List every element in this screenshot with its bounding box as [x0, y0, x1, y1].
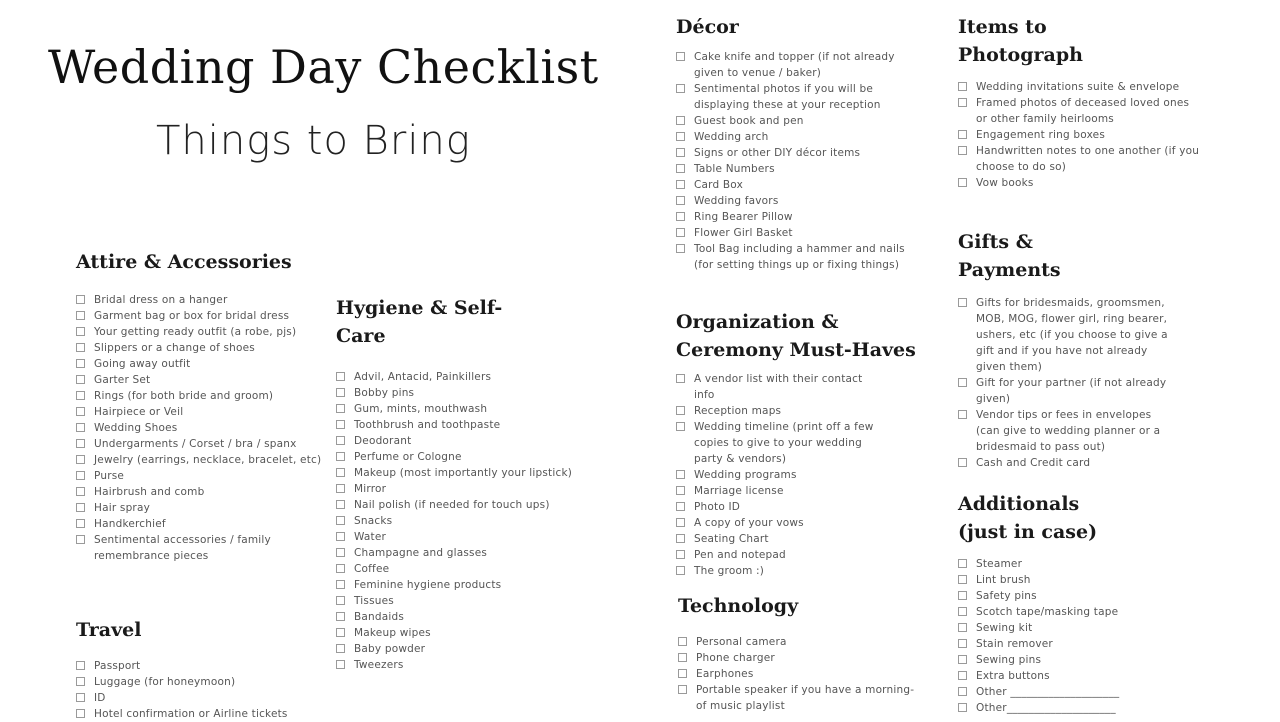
checklist-item[interactable] [336, 577, 586, 593]
checkbox[interactable] [76, 295, 85, 304]
checklist-item-label: Cake knife and topper (if not already given to venue / baker) [694, 51, 895, 79]
checklist-item[interactable] [676, 225, 936, 241]
section-additionals [958, 490, 1258, 716]
checkbox[interactable] [958, 130, 967, 139]
checkbox[interactable] [958, 671, 967, 680]
checklist-item-label: Garter Set [94, 374, 151, 386]
checklist-item[interactable] [676, 129, 936, 145]
checkbox[interactable] [336, 628, 345, 637]
checkbox[interactable] [76, 503, 85, 512]
checkbox[interactable] [76, 677, 85, 686]
checklist-item-label: Advil, Antacid, Painkillers [354, 371, 492, 383]
checklist-item[interactable] [336, 433, 586, 449]
checklist-item[interactable] [76, 532, 336, 564]
checklist [336, 369, 586, 673]
checklist-item-label: Card Box [694, 179, 744, 191]
checklist-item-label: Pen and notepad [694, 549, 786, 561]
checklist-item-label: Feminine hygiene products [354, 579, 502, 591]
checkbox[interactable] [958, 559, 967, 568]
checkbox[interactable] [76, 343, 85, 352]
checklist-item-label: Mirror [354, 483, 387, 495]
checkbox[interactable] [76, 439, 85, 448]
checklist-item-label: Purse [94, 470, 125, 482]
checkbox[interactable] [336, 420, 345, 429]
checkbox[interactable] [336, 516, 345, 525]
section-heading: Attire & Accessories [76, 251, 292, 273]
checklist-item-label: Wedding Shoes [94, 422, 178, 434]
checklist-item[interactable] [676, 49, 936, 81]
checkbox[interactable] [958, 298, 967, 307]
checklist-item-label: Sewing kit [976, 622, 1033, 634]
checklist-item[interactable] [676, 499, 946, 515]
checklist-item[interactable] [336, 481, 586, 497]
checklist-item-label: Vow books [976, 177, 1034, 189]
checklist-item[interactable] [958, 572, 1258, 588]
checklist-item-label: Safety pins [976, 590, 1037, 602]
checkbox[interactable] [958, 98, 967, 107]
checkbox[interactable] [678, 637, 687, 646]
checkbox[interactable] [958, 687, 967, 696]
page-title: Wedding Day Checklist [48, 40, 599, 94]
checklist-item-label: Marriage license [694, 485, 784, 497]
checklist-item[interactable] [76, 372, 336, 388]
checkbox[interactable] [336, 388, 345, 397]
checklist-item[interactable] [336, 449, 586, 465]
checklist-item-label: Cash and Credit card [976, 457, 1091, 469]
checkbox[interactable] [676, 534, 685, 543]
checkbox[interactable] [678, 669, 687, 678]
checklist-item[interactable] [958, 620, 1258, 636]
checklist-item-label: Bridal dress on a hanger [94, 294, 228, 306]
checklist-item[interactable] [336, 513, 586, 529]
checkbox[interactable] [676, 486, 685, 495]
checklist-item[interactable] [958, 588, 1258, 604]
checklist-item[interactable] [76, 388, 336, 404]
checkbox[interactable] [676, 566, 685, 575]
checklist-item-label: Lint brush [976, 574, 1031, 586]
checkbox[interactable] [676, 116, 685, 125]
checklist-item-label: Snacks [354, 515, 393, 527]
checklist-item-label: Vendor tips or fees in envelopes (can give to wedding planner or a bridesmaid to pass out) [976, 409, 1161, 453]
checklist-item[interactable] [336, 417, 586, 433]
checklist-item[interactable] [676, 467, 946, 483]
checkbox[interactable] [958, 655, 967, 664]
checklist-item-label: Nail polish (if needed for touch ups) [354, 499, 550, 511]
checklist-item[interactable] [76, 674, 336, 690]
checklist-item-label: Photo ID [694, 501, 741, 513]
checklist-item[interactable] [958, 295, 1258, 375]
checklist-item-label: Bobby pins [354, 387, 415, 399]
checklist-item-label: Water [354, 531, 387, 543]
checklist-item-label: Tweezers [354, 659, 404, 671]
checklist-item-label: Undergarments / Corset / bra / spanx [94, 438, 297, 450]
section-heading: Gifts & Payments [958, 231, 1061, 281]
checklist-item[interactable] [958, 175, 1258, 191]
checklist [678, 634, 938, 714]
checklist-item[interactable] [336, 529, 586, 545]
checklist-item-label: Portable speaker if you have a morning- of music playlist [696, 684, 915, 712]
checkbox[interactable] [76, 407, 85, 416]
section-gifts [958, 228, 1258, 471]
checklist-item-label: Other ____________________ [976, 686, 1120, 698]
checkbox[interactable] [676, 422, 685, 431]
checklist-item[interactable] [76, 690, 336, 706]
checkbox[interactable] [676, 84, 685, 93]
checklist-item[interactable] [676, 515, 946, 531]
checkbox[interactable] [76, 471, 85, 480]
checkbox[interactable] [76, 311, 85, 320]
checklist-item[interactable] [76, 436, 336, 452]
checklist-item[interactable] [676, 241, 936, 273]
checkbox[interactable] [958, 607, 967, 616]
checkbox[interactable] [76, 709, 85, 718]
checkbox[interactable] [678, 653, 687, 662]
checklist-item[interactable] [958, 127, 1258, 143]
checklist-item-label: Champagne and glasses [354, 547, 488, 559]
checklist-item-label: Wedding invitations suite & envelope [976, 81, 1180, 93]
checklist-item-label: Rings (for both bride and groom) [94, 390, 274, 402]
checklist-item-label: Sewing pins [976, 654, 1042, 666]
checklist-item[interactable] [76, 500, 336, 516]
checkbox[interactable] [676, 196, 685, 205]
checklist-item[interactable] [336, 369, 586, 385]
checklist [76, 292, 336, 564]
checklist-item-label: Tissues [354, 595, 394, 607]
section-heading: Travel [76, 619, 142, 641]
checkbox[interactable] [958, 82, 967, 91]
section-heading: Items to Photograph [958, 16, 1083, 66]
checklist-item-label: Guest book and pen [694, 115, 804, 127]
checkbox[interactable] [958, 146, 967, 155]
section-heading: Technology [678, 595, 799, 617]
checklist-item-label: Jewelry (earrings, necklace, bracelet, etc) [94, 454, 322, 466]
checklist-item[interactable] [76, 468, 336, 484]
checklist-item-label: Gifts for bridesmaids, groomsmen, MOB, MOG, flower girl, ring bearer, ushers, etc (if you choose to give a gift and if you have not already given them) [976, 297, 1168, 373]
checklist-item[interactable] [678, 666, 938, 682]
checklist-item-label: Framed photos of deceased loved ones or other family heirlooms [976, 97, 1190, 125]
checklist-item-label: Flower Girl Basket [694, 227, 793, 239]
checklist-item-label: Passport [94, 660, 141, 672]
checklist-item[interactable] [676, 113, 936, 129]
checklist-item-label: Makeup (most importantly your lipstick) [354, 467, 573, 479]
checklist-item[interactable] [958, 556, 1258, 572]
checkbox[interactable] [336, 596, 345, 605]
checklist-item[interactable] [676, 483, 946, 499]
checkbox[interactable] [958, 575, 967, 584]
checklist-item[interactable] [676, 563, 946, 579]
checklist-item-label: ID [94, 692, 106, 704]
checklist-item-label: Handkerchief [94, 518, 166, 530]
checklist-item[interactable] [958, 375, 1258, 407]
checkbox[interactable] [336, 612, 345, 621]
checkbox[interactable] [76, 661, 85, 670]
checklist-item-label: Bandaids [354, 611, 405, 623]
checklist-item[interactable] [336, 657, 586, 673]
checklist-item[interactable] [676, 161, 936, 177]
section-technology [678, 592, 938, 714]
checklist-item[interactable] [676, 531, 946, 547]
checklist-item-label: Table Numbers [694, 163, 775, 175]
checkbox[interactable] [336, 468, 345, 477]
checklist-item-label: Personal camera [696, 636, 787, 648]
checkbox[interactable] [336, 564, 345, 573]
checklist-item[interactable] [678, 634, 938, 650]
checklist-item[interactable] [336, 465, 586, 481]
checklist-item[interactable] [336, 593, 586, 609]
checklist-item-label: Sentimental accessories / family remembrance pieces [94, 534, 271, 562]
checklist-item-label: Phone charger [696, 652, 775, 664]
checklist [958, 79, 1258, 191]
checklist-item-label: Scotch tape/masking tape [976, 606, 1119, 618]
checklist-item-label: Wedding timeline (print off a few copies to give to your wedding party & vendors) [694, 421, 874, 465]
checklist-item[interactable] [676, 403, 946, 419]
checkbox[interactable] [76, 519, 85, 528]
checklist-item-label: Perfume or Cologne [354, 451, 462, 463]
checkbox[interactable] [336, 436, 345, 445]
checklist-item[interactable] [76, 308, 336, 324]
checklist-item-label: Wedding programs [694, 469, 797, 481]
checklist-item-label: Hair spray [94, 502, 151, 514]
checklist-item-label: Baby powder [354, 643, 426, 655]
checkbox[interactable] [958, 378, 967, 387]
checklist-item-label: Slippers or a change of shoes [94, 342, 255, 354]
checklist-item[interactable] [958, 407, 1258, 455]
checklist-item[interactable] [958, 604, 1258, 620]
checklist-item[interactable] [958, 700, 1258, 716]
checklist-item-label: Seating Chart [694, 533, 769, 545]
checklist-item[interactable] [676, 193, 936, 209]
checkbox[interactable] [676, 244, 685, 253]
section-heading: Hygiene & Self- Care [336, 297, 503, 347]
checklist-item[interactable] [676, 547, 946, 563]
checklist-item[interactable] [76, 356, 336, 372]
checklist-item[interactable] [676, 145, 936, 161]
checkbox[interactable] [76, 693, 85, 702]
checklist-item-label: A copy of your vows [694, 517, 804, 529]
checklist-item[interactable] [76, 404, 336, 420]
checkbox[interactable] [958, 458, 967, 467]
checklist-item-label: A vendor list with their contact info [694, 373, 863, 401]
checklist [958, 556, 1258, 716]
checklist-item-label: Signs or other DIY décor items [694, 147, 861, 159]
checklist-item-label: Earphones [696, 668, 754, 680]
checklist [76, 658, 336, 722]
section-travel [76, 616, 336, 722]
checkbox[interactable] [336, 404, 345, 413]
checklist-item[interactable] [76, 324, 336, 340]
checklist-item[interactable] [76, 516, 336, 532]
checklist-item[interactable] [958, 668, 1258, 684]
checklist-item-label: Makeup wipes [354, 627, 431, 639]
checkbox[interactable] [676, 550, 685, 559]
checklist-item-label: Reception maps [694, 405, 782, 417]
checklist [958, 295, 1258, 471]
checklist-item[interactable] [76, 484, 336, 500]
checkbox[interactable] [336, 484, 345, 493]
checklist-item[interactable] [76, 420, 336, 436]
checklist-item-label: Extra buttons [976, 670, 1050, 682]
checklist-item-label: Sentimental photos if you will be displaying these at your reception [694, 83, 881, 111]
checkbox[interactable] [676, 212, 685, 221]
checklist-item-label: Hairbrush and comb [94, 486, 205, 498]
checkbox[interactable] [958, 178, 967, 187]
checkbox[interactable] [76, 391, 85, 400]
checkbox[interactable] [336, 580, 345, 589]
checklist [676, 371, 946, 579]
checkbox[interactable] [336, 500, 345, 509]
checklist-item-label: Hotel confirmation or Airline tickets [94, 708, 288, 720]
checkbox[interactable] [676, 52, 685, 61]
checklist-item-label: Ring Bearer Pillow [694, 211, 793, 223]
checkbox[interactable] [676, 132, 685, 141]
checklist-item-label: Gum, mints, mouthwash [354, 403, 488, 415]
checklist-item-label: Stain remover [976, 638, 1053, 650]
checklist-item-label: Tool Bag including a hammer and nails (for setting things up or fixing things) [694, 243, 905, 271]
checkbox[interactable] [676, 374, 685, 383]
checkbox[interactable] [336, 532, 345, 541]
checklist-item[interactable] [76, 658, 336, 674]
checkbox[interactable] [676, 228, 685, 237]
checklist-item-label: Wedding arch [694, 131, 769, 143]
checkbox[interactable] [958, 623, 967, 632]
checklist-item[interactable] [676, 371, 946, 403]
checklist-item-label: Other____________________ [976, 702, 1116, 714]
checklist-item[interactable] [76, 340, 336, 356]
checklist-item[interactable] [76, 452, 336, 468]
section-photograph [958, 13, 1258, 191]
checklist [676, 49, 936, 273]
checklist-item[interactable] [336, 641, 586, 657]
checkbox[interactable] [676, 148, 685, 157]
checklist-item-label: Steamer [976, 558, 1023, 570]
checklist-item[interactable] [678, 650, 938, 666]
checklist-item-label: Gift for your partner (if not already given) [976, 377, 1167, 405]
checkbox[interactable] [676, 470, 685, 479]
section-heading: Décor [676, 16, 739, 38]
section-hygiene [336, 294, 586, 673]
checklist-item[interactable] [676, 177, 936, 193]
checklist-item[interactable] [336, 385, 586, 401]
checklist-item-label: Coffee [354, 563, 390, 575]
checkbox[interactable] [958, 639, 967, 648]
checklist-item[interactable] [958, 652, 1258, 668]
section-decor [676, 13, 936, 273]
page-subtitle: Things to Bring [156, 118, 471, 164]
checklist-item[interactable] [958, 455, 1258, 471]
checklist-item[interactable] [678, 682, 938, 714]
checkbox[interactable] [76, 535, 85, 544]
section-organization [676, 308, 946, 579]
checklist-item[interactable] [958, 143, 1258, 175]
checklist-item-label: Engagement ring boxes [976, 129, 1105, 141]
section-heading: Additionals (just in case) [958, 493, 1098, 543]
checkbox[interactable] [336, 548, 345, 557]
checklist-item[interactable] [676, 81, 936, 113]
checklist-item[interactable] [336, 561, 586, 577]
checkbox[interactable] [958, 703, 967, 712]
section-attire [76, 248, 336, 564]
checklist-item[interactable] [958, 79, 1258, 95]
checkbox[interactable] [958, 591, 967, 600]
checkbox[interactable] [76, 359, 85, 368]
checkbox[interactable] [676, 164, 685, 173]
checkbox[interactable] [676, 406, 685, 415]
checkbox[interactable] [676, 518, 685, 527]
checklist-item-label: Your getting ready outfit (a robe, pjs) [94, 326, 297, 338]
checkbox[interactable] [336, 644, 345, 653]
checklist-item-label: Handwritten notes to one another (if you choose to do so) [976, 145, 1200, 173]
checkbox[interactable] [76, 375, 85, 384]
checklist-item-label: Garment bag or box for bridal dress [94, 310, 290, 322]
checklist-item[interactable] [676, 209, 936, 225]
checklist-item[interactable] [336, 625, 586, 641]
checkbox[interactable] [76, 487, 85, 496]
checkbox[interactable] [76, 455, 85, 464]
checklist-item-label: Toothbrush and toothpaste [354, 419, 501, 431]
checklist-item[interactable] [958, 95, 1258, 127]
checklist-item-label: Deodorant [354, 435, 412, 447]
checklist-item[interactable] [676, 419, 946, 467]
checklist-item[interactable] [958, 684, 1258, 700]
checkbox[interactable] [336, 452, 345, 461]
checkbox[interactable] [678, 685, 687, 694]
checklist-item[interactable] [336, 497, 586, 513]
checklist-item-label: Wedding favors [694, 195, 779, 207]
checklist-item-label: Hairpiece or Veil [94, 406, 184, 418]
checklist-item-label: Luggage (for honeymoon) [94, 676, 236, 688]
checklist-item[interactable] [958, 636, 1258, 652]
section-heading: Organization & Ceremony Must-Haves [676, 311, 916, 361]
checkbox[interactable] [76, 423, 85, 432]
checklist-item-label: Going away outfit [94, 358, 191, 370]
checkbox[interactable] [958, 410, 967, 419]
checkbox[interactable] [336, 660, 345, 669]
checkbox[interactable] [336, 372, 345, 381]
checkbox[interactable] [676, 180, 685, 189]
checklist-item[interactable] [336, 609, 586, 625]
checkbox[interactable] [76, 327, 85, 336]
checklist-item[interactable] [336, 401, 586, 417]
checklist-item[interactable] [336, 545, 586, 561]
checkbox[interactable] [676, 502, 685, 511]
checklist-item[interactable] [76, 292, 336, 308]
checklist-item-label: The groom :) [694, 565, 765, 577]
